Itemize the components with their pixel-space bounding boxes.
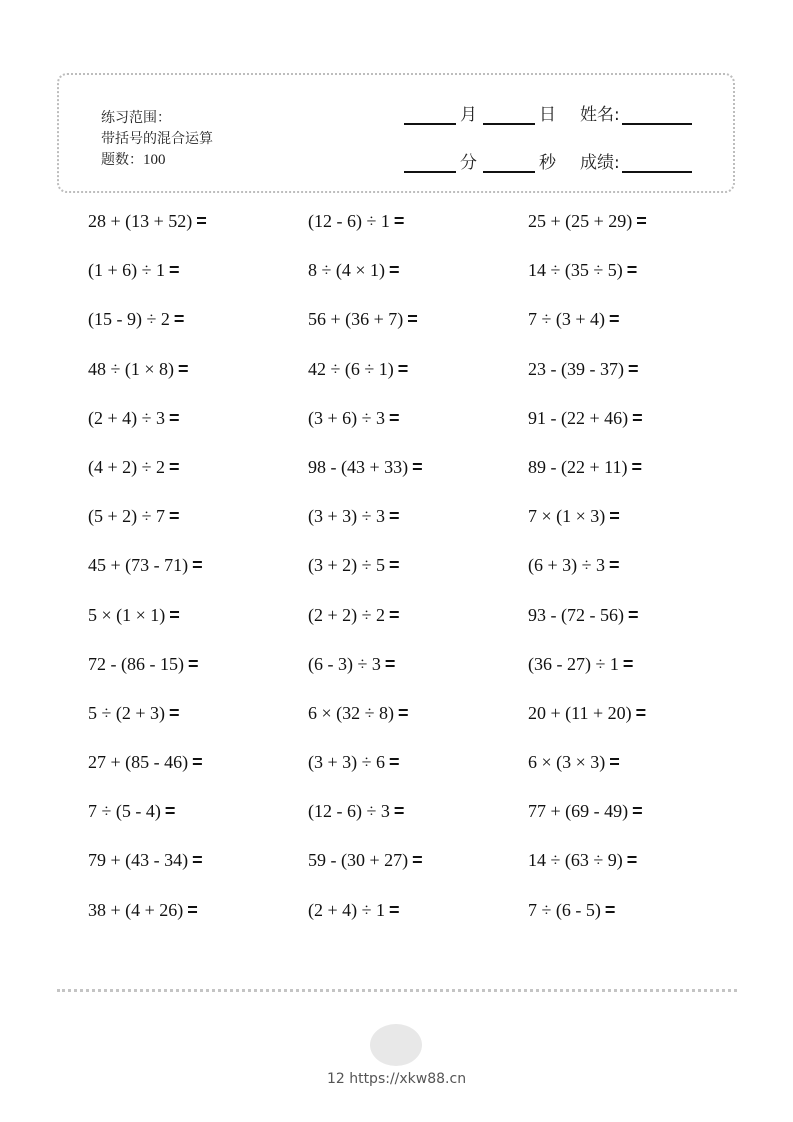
equals-sign: = [632,407,643,428]
equals-sign: = [169,506,180,527]
problem-expression: 77 + (69 - 49) [528,801,629,822]
equals-sign: = [412,456,423,477]
problem-expression: (6 + 3) ÷ 3 [528,555,606,576]
equals-sign: = [609,752,620,773]
equals-sign: = [622,653,634,674]
problem-row [88,797,748,846]
problem-row [88,256,748,305]
equals-sign: = [627,358,639,379]
equals-sign: = [609,555,620,576]
problem-item [528,650,748,678]
score-label: 成绩: [580,153,620,173]
problem-item [528,748,748,776]
problem-item [528,502,748,530]
problem-row [88,601,748,650]
problem-expression: 48 ÷ (1 × 8) [88,358,175,379]
equals-sign: = [412,850,423,871]
equals-sign: = [169,407,180,428]
second-label: 秒 [539,153,556,173]
footer-text: 12 https://xkw88.cn [326,1071,467,1087]
equals-sign: = [384,653,396,674]
problem-expression: 23 - (39 - 37) [528,358,624,379]
problem-expression: (2 + 2) ÷ 2 [308,604,386,625]
problem-item [528,846,748,874]
problem-expression: 38 + (4 + 26) [88,899,184,920]
problem-item [308,846,528,874]
problem-item [88,502,308,530]
date-name-row [404,100,692,125]
score-blank[interactable] [622,153,692,173]
name-blank[interactable] [622,105,692,125]
equals-sign: = [626,850,638,871]
problem-expression: (3 + 6) ÷ 3 [308,407,386,428]
day-label: 日 [539,105,556,125]
equals-sign: = [389,555,400,576]
equals-sign: = [192,555,203,576]
problem-expression: 89 - (22 + 11) [528,456,628,477]
problem-item [88,355,308,383]
page-number-badge [370,1024,422,1066]
problem-expression: (2 + 4) ÷ 3 [88,407,166,428]
problem-row [88,355,748,404]
problem-expression: 7 ÷ (6 - 5) [528,899,601,920]
problem-row [88,896,748,945]
problem-item [308,355,528,383]
equals-sign: = [627,604,639,625]
problem-expression: 7 × (1 × 3) [528,506,606,527]
problem-expression: 20 + (11 + 20) [528,702,632,723]
equals-sign: = [389,899,400,920]
minute-label: 分 [460,153,477,173]
topic-title: 带括号的混合运算 [101,131,213,147]
problem-expression: (12 - 6) ÷ 3 [308,801,390,822]
problem-item [528,797,748,825]
problem-item [88,551,308,579]
problem-expression: (2 + 4) ÷ 1 [308,899,386,920]
equals-sign: = [169,456,180,477]
equals-sign: = [178,358,189,379]
problem-expression: 8 ÷ (4 × 1) [308,260,386,281]
problem-item [308,551,528,579]
problem-item [88,207,308,235]
equals-sign: = [398,702,409,723]
problem-item [528,699,748,727]
problem-item [88,748,308,776]
problem-expression: 56 + (36 + 7) [308,309,404,330]
problem-row [88,650,748,699]
problem-expression: 79 + (43 - 34) [88,850,189,871]
problem-expression: 5 × (1 × 1) [88,604,166,625]
equals-sign: = [169,604,180,625]
equals-sign: = [169,702,180,723]
problem-item [308,305,528,333]
problem-expression: (5 + 2) ÷ 7 [88,506,166,527]
problem-item [88,846,308,874]
equals-sign: = [192,752,203,773]
problem-expression: 42 ÷ (6 ÷ 1) [308,358,394,379]
problem-item [528,896,748,924]
equals-sign: = [389,407,400,428]
problem-expression: (3 + 3) ÷ 6 [308,752,386,773]
time-score-row [404,148,692,173]
equals-sign: = [389,604,400,625]
equals-sign: = [196,211,207,231]
problem-item [308,502,528,530]
problem-item [88,650,308,678]
problem-item [308,650,528,678]
problem-item [308,404,528,432]
problem-row [88,305,748,354]
equals-sign: = [389,506,400,527]
equals-sign: = [164,801,176,822]
equals-sign: = [169,260,180,281]
equals-sign: = [192,850,203,871]
equals-sign: = [632,801,643,822]
problem-item [308,699,528,727]
problem-item [308,748,528,776]
equals-sign: = [609,506,620,527]
equals-sign: = [389,260,400,281]
minute-blank[interactable] [404,153,456,173]
equals-sign: = [609,309,620,330]
problem-item [308,797,528,825]
problem-item [88,601,308,629]
name-label: 姓名: [580,105,620,125]
month-label: 月 [460,105,477,125]
problem-row [88,699,748,748]
problem-item [528,305,748,333]
equals-sign: = [626,260,638,281]
problem-item [88,404,308,432]
problem-item [528,355,748,383]
count-label: 题数： [101,152,143,168]
problem-item [528,453,748,481]
problem-expression: (12 - 6) ÷ 1 [308,211,390,231]
problem-item [308,453,528,481]
equals-sign: = [631,456,642,477]
problem-expression: 72 - (86 - 15) [88,653,184,674]
equals-sign: = [397,358,409,379]
equals-sign: = [187,899,198,920]
problem-expression: 6 × (32 ÷ 8) [308,702,395,723]
problem-expression: (4 + 2) ÷ 2 [88,456,166,477]
problem-expression: 91 - (22 + 46) [528,407,629,428]
worksheet-header [57,73,735,193]
problem-item [528,256,748,284]
problem-expression: 7 ÷ (5 - 4) [88,801,161,822]
problem-row [88,748,748,797]
scope-label: 练习范围： [101,110,171,126]
equals-sign: = [393,801,405,822]
problem-row [88,453,748,502]
equals-sign: = [636,211,647,231]
problem-expression: 14 ÷ (63 ÷ 9) [528,850,623,871]
problem-row [88,551,748,600]
footer-divider [57,989,737,992]
problem-row [88,207,748,256]
problem-expression: 7 ÷ (3 + 4) [528,309,606,330]
equals-sign: = [173,309,185,330]
problem-expression: (36 - 27) ÷ 1 [528,653,619,674]
problem-item [308,256,528,284]
problem-item [308,896,528,924]
equals-sign: = [393,211,405,231]
second-blank[interactable] [483,153,535,173]
problem-item [88,896,308,924]
day-blank[interactable] [483,105,535,125]
equals-sign: = [187,653,199,674]
question-count [101,150,213,171]
count-value: 100 [143,152,166,168]
problem-expression: 28 + (13 + 52) [88,211,193,231]
problem-expression: (3 + 3) ÷ 3 [308,506,386,527]
problem-expression: (15 - 9) ÷ 2 [88,309,170,330]
problem-row [88,846,748,895]
problem-row [88,404,748,453]
problem-grid [88,207,748,945]
problem-item [528,601,748,629]
practice-scope [101,108,213,171]
problem-expression: 93 - (72 - 56) [528,604,624,625]
problem-expression: 98 - (43 + 33) [308,456,409,477]
equals-sign: = [604,899,616,920]
problem-expression: 27 + (85 - 46) [88,752,189,773]
equals-sign: = [389,752,400,773]
problem-item [528,551,748,579]
problem-item [528,207,748,235]
problem-expression: 45 + (73 - 71) [88,555,189,576]
problem-expression: 59 - (30 + 27) [308,850,409,871]
problem-item [88,453,308,481]
problem-expression: 6 × (3 × 3) [528,752,606,773]
problem-expression: 25 + (25 + 29) [528,211,633,231]
problem-expression: (6 - 3) ÷ 3 [308,653,381,674]
equals-sign: = [635,702,647,723]
problem-expression: (3 + 2) ÷ 5 [308,555,386,576]
problem-item [88,699,308,727]
problem-expression: (1 + 6) ÷ 1 [88,260,166,281]
problem-item [308,207,528,235]
problem-item [88,256,308,284]
problem-item [308,601,528,629]
problem-expression: 5 ÷ (2 + 3) [88,702,166,723]
problem-row [88,502,748,551]
problem-expression: 14 ÷ (35 ÷ 5) [528,260,623,281]
equals-sign: = [407,309,418,330]
problem-item [528,404,748,432]
problem-item [88,305,308,333]
problem-item [88,797,308,825]
month-blank[interactable] [404,105,456,125]
